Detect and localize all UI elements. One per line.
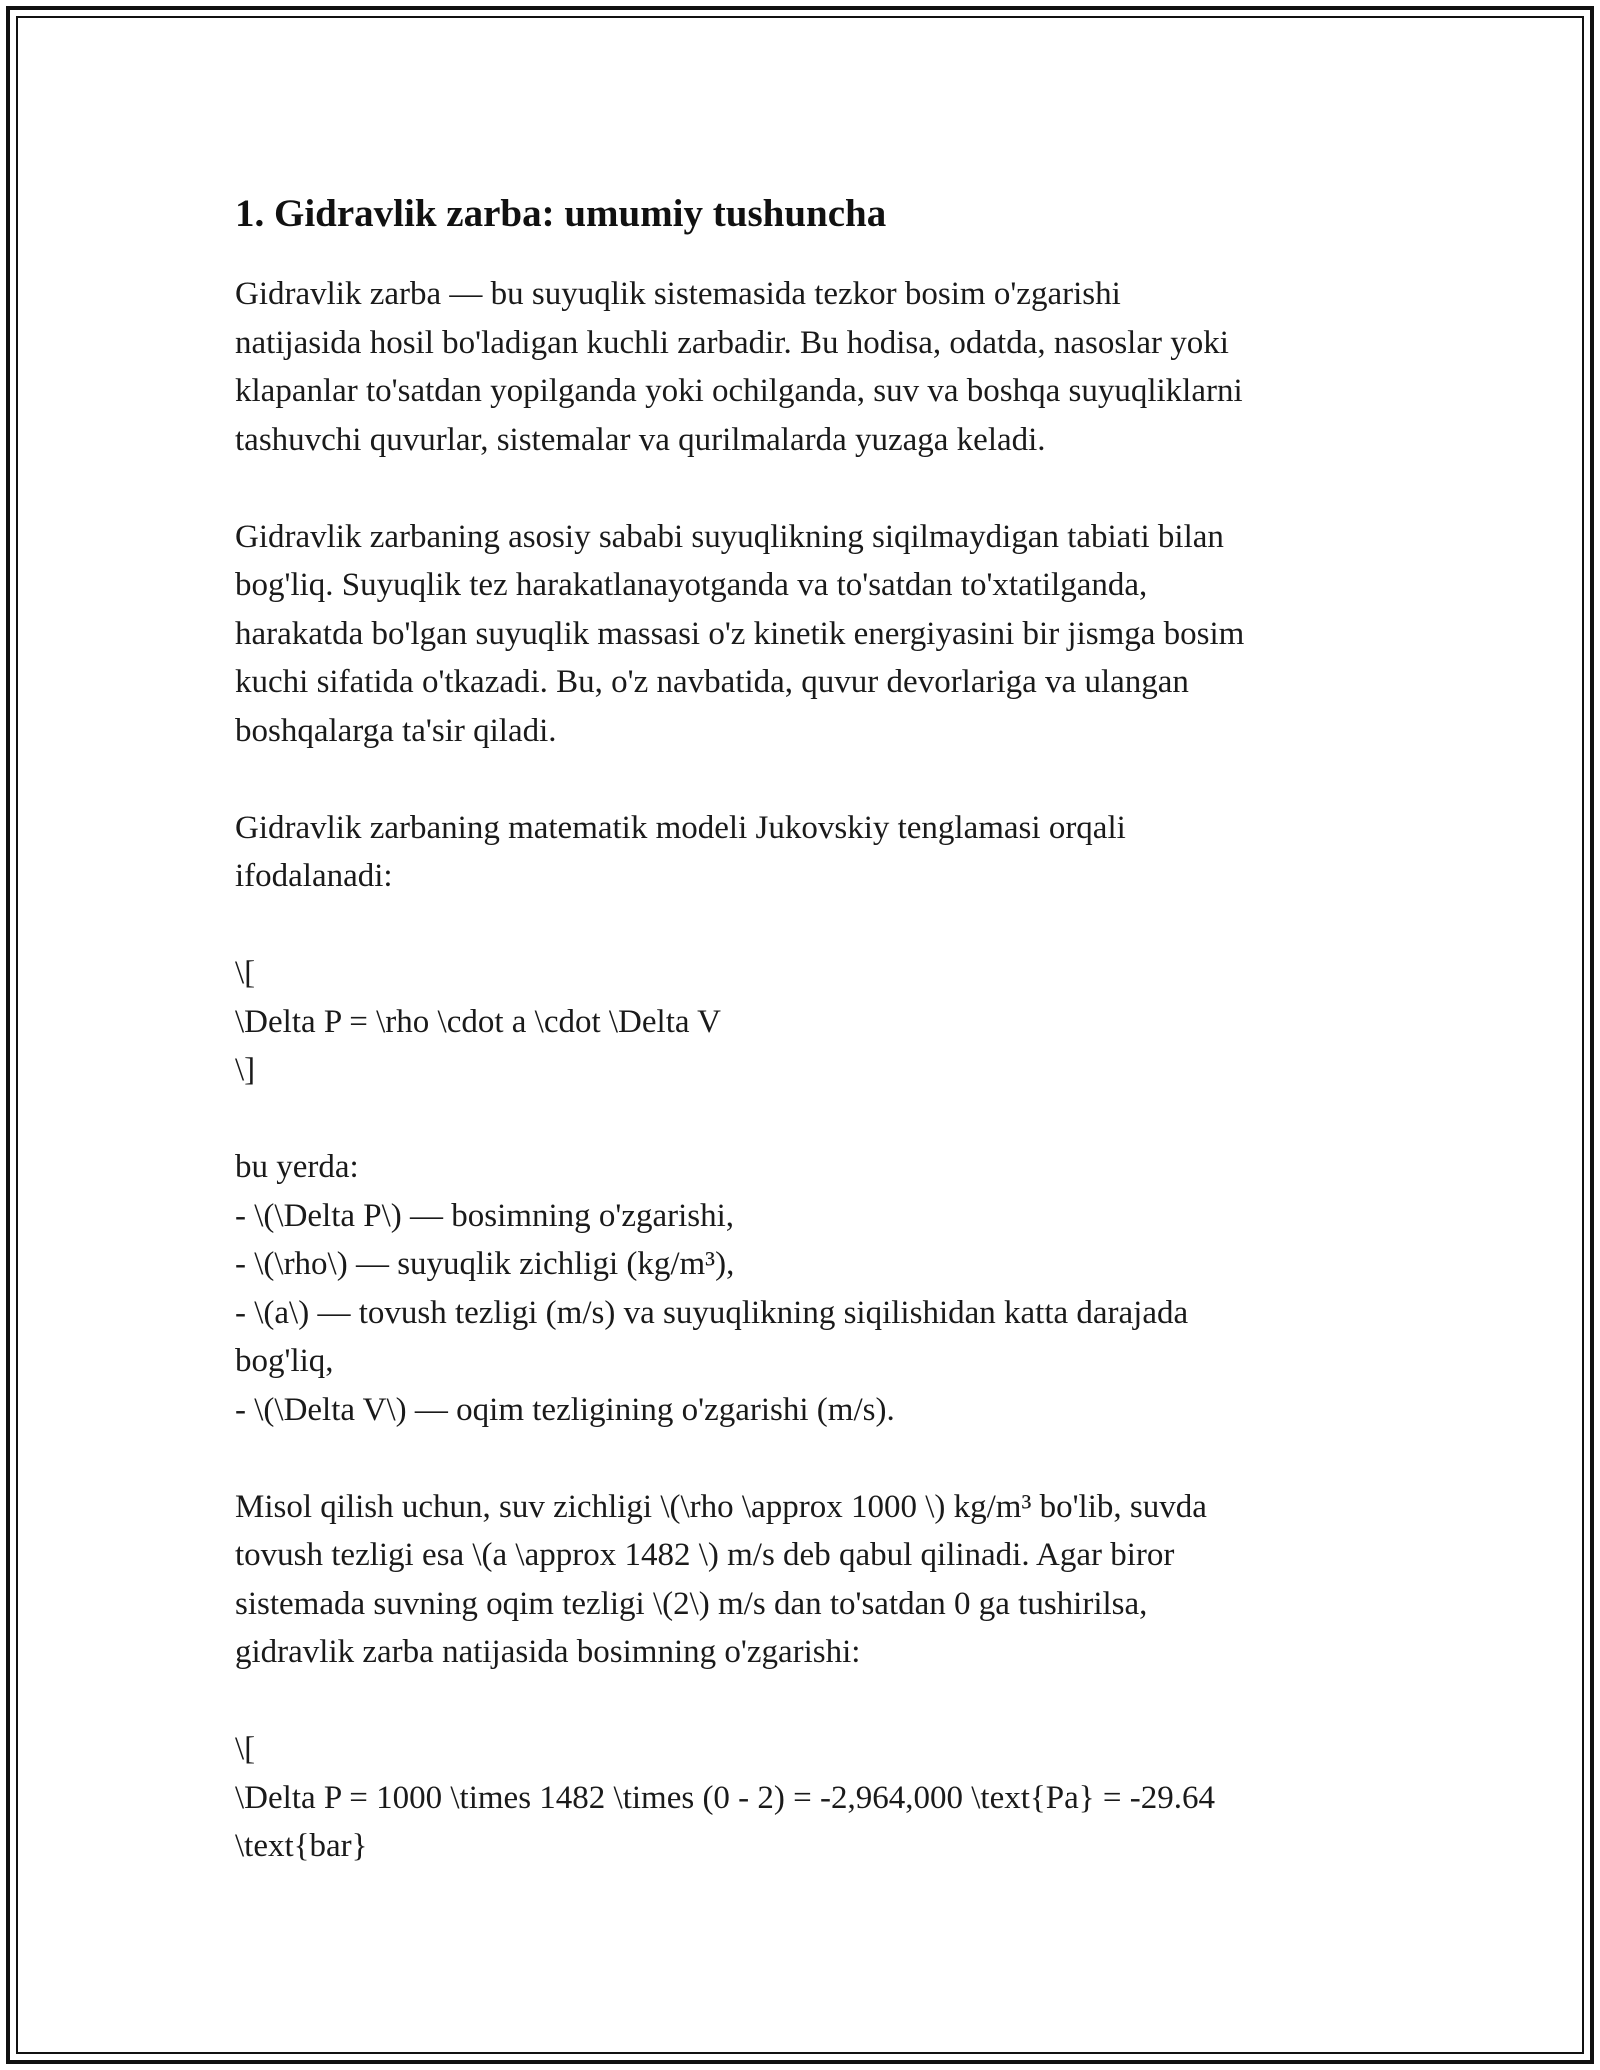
blank-line	[235, 464, 1365, 513]
section-heading: 1. Gidravlik zarba: umumiy tushuncha	[235, 192, 887, 235]
list-item-continuation: bog'liq,	[235, 1343, 334, 1379]
formula-line: \Delta P = 1000 \times 1482 \times (0 - 2) = -2,964,000 \text{Pa} = -29.64	[235, 1779, 1215, 1816]
document-body	[235, 188, 1365, 1871]
formula-line: \]	[235, 1052, 256, 1088]
blank-line	[235, 755, 1365, 804]
text-line: harakatda bo'lgan suyuqlik massasi o'z kinetik energiyasini bir jismga bosim	[235, 615, 1245, 652]
text-line: natijasida hosil bo'ladigan kuchli zarbadir. Bu hodisa, odatda, nasoslar yoki	[235, 324, 1229, 361]
formula-line: \Delta P = \rho \cdot a \cdot \Delta V	[235, 1003, 722, 1040]
list-item: - \(\Delta P\) — bosimning o'zgarishi,	[235, 1197, 735, 1234]
blank-line	[235, 901, 1365, 950]
text-line: tovush tezligi esa \(a \approx 1482 \) m/s deb qabul qilinadi. Agar biror	[235, 1537, 1175, 1573]
text-line: kuchi sifatida o'tkazadi. Bu, o'z navbatida, quvur devorlariga va ulangan	[235, 664, 1189, 700]
text-line: Gidravlik zarbaning matematik modeli Jukovskiy tenglamasi orqali	[235, 809, 1126, 846]
list-item: - \(\rho\) — suyuqlik zichligi (kg/m³),	[235, 1246, 735, 1282]
text-line: Misol qilish uchun, suv zichligi \(\rho \approx 1000 \) kg/m³ bo'lib, suvda	[235, 1488, 1207, 1525]
text-line: ifodalanadi:	[235, 858, 393, 894]
text-line: tashuvchi quvurlar, sistemalar va qurilmalarda yuzaga keladi.	[235, 421, 1046, 458]
text-line: gidravlik zarba natijasida bosimning o'zgarishi:	[235, 1634, 861, 1670]
formula-line: \[	[235, 1731, 256, 1767]
blank-line	[235, 1095, 1365, 1144]
text-line: bu yerda:	[235, 1149, 359, 1185]
text-block	[235, 270, 1365, 1871]
blank-line	[235, 1434, 1365, 1483]
text-line: Gidravlik zarba — bu suyuqlik sistemasida tezkor bosim o'zgarishi	[235, 276, 1121, 312]
formula-line: \[	[235, 955, 256, 991]
formula-line: \text{bar}	[235, 1828, 368, 1864]
list-item: - \(\Delta V\) — oqim tezligining o'zgarishi (m/s).	[235, 1391, 895, 1428]
text-line: boshqalarga ta'sir qiladi.	[235, 712, 557, 749]
text-line: sistemada suvning oqim tezligi \(2\) m/s dan to'satdan 0 ga tushirilsa,	[235, 1585, 1148, 1622]
text-line: Gidravlik zarbaning asosiy sababi suyuqlikning siqilmaydigan tabiati bilan	[235, 518, 1224, 555]
text-line: klapanlar to'satdan yopilganda yoki ochilganda, suv va boshqa suyuqliklarni	[235, 373, 1243, 409]
blank-line	[235, 1677, 1365, 1726]
list-item: - \(a\) — tovush tezligi (m/s) va suyuqlikning siqilishidan katta darajada	[235, 1294, 1189, 1331]
text-line: bog'liq. Suyuqlik tez harakatlanayotganda va to'satdan to'xtatilganda,	[235, 567, 1148, 603]
